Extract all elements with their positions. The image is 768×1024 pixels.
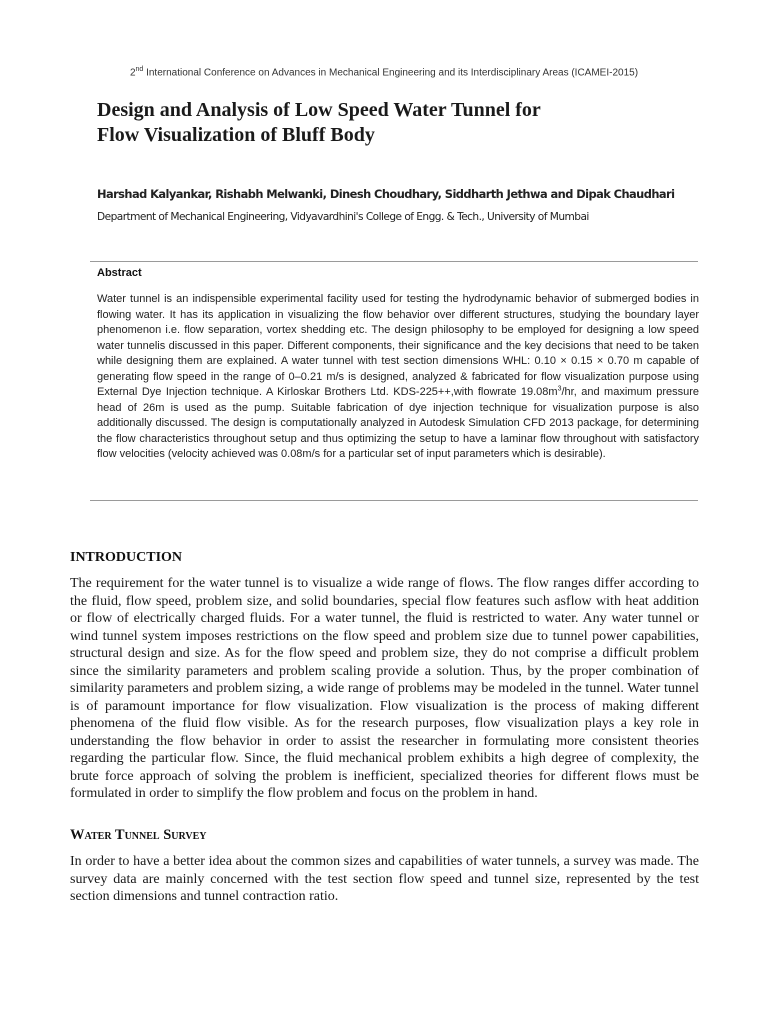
abstract-text-part-1: Water tunnel is an indispensible experimental facility used for testing the hydrodynamic behavior of submerged bodies in flowing water. It has its application in visualizing the flow behavior over different structures, studying the boundary layer phenomenon i.e. flow separation, vortex shedding etc. The design philosophy to be employed for designing a low speed water tunnelis discussed in this paper. Different components, their significance and the key decisions that need to be taken while designing them are explained. A water tunnel with test section dimensions WHL: 0.10 × 0.15 × 0.70 m capable of generating flow speed in the range of 0–0.21 m/s is designed, analyzed & fabricated for flow visualization purpose using External Dye Injection technique. A Kirloskar Brothers Ltd. KDS-225++,with flowrate 19.08m — [97, 293, 699, 398]
abstract-superscript: 3 — [557, 385, 562, 393]
paper-title-line-1: Design and Analysis of Low Speed Water Tunnel for — [97, 99, 541, 121]
conference-ordinal: 2 — [129, 67, 136, 79]
conference-ordinal-suffix: nd — [135, 66, 144, 73]
abstract-text-part-2: /hr, and maximum pressure head of 26m is used as the pump. Suitable fabrication of dye injection technique for visualization purpose is also additionally discussed. The design is computationally analyzed in Autodesk Simulation CFD 2013 package, for determining the flow characteristics throughout setup and thus optimizing the setup to have a laminar flow throughout with satisfactory flow velocities (velocity achieved was 0.08m/s for a particular set of input parameters which is desirable). — [97, 386, 700, 460]
paper-title — [97, 98, 697, 148]
abstract-text — [97, 292, 699, 463]
introduction-heading: INTRODUCTION — [70, 550, 183, 565]
abstract-heading: Abstract — [97, 267, 142, 279]
water-tunnel-survey-heading: Water Tunnel Survey — [70, 827, 207, 843]
water-tunnel-survey-paragraph: In order to have a better idea about the common sizes and capabilities of water tunnels, a survey was made. The survey data are mainly concerned with the test section flow speed and tunnel size, represented by the test section dimensions and tunnel contraction ratio. — [70, 854, 699, 904]
author-list: Harshad Kalyankar, Rishabh Melwanki, Dinesh Choudhary, Siddharth Jethwa and Dipak Chaudhari — [97, 187, 675, 201]
conference-header — [0, 66, 768, 78]
conference-name: International Conference on Advances in Mechanical Engineering and its Interdisciplinary Areas (ICAMEI-2015) — [143, 67, 639, 79]
introduction-paragraph: The requirement for the water tunnel is to visualize a wide range of flows. The flow ranges differ according to the fluid, flow speed, problem size, and solid boundaries, special flow features such asflow with heat addition or flow of electrically charged fluids. For a water tunnel, the fluid is restricted to water. Any water tunnel or wind tunnel system imposes restrictions on the flow speed and problem size due to tunnel power capabilities, structural design and size. As for the flow speed and problem size, they do not comprise a difficult problem since the similarity parameters and problem scaling provide a solution. Thus, by the proper combination of similarity parameters and problem sizing, a wide range of problems may be modeled in the tunnel. Water tunnel is of paramount importance for flow visualization. Flow visualization is the process of making different phenomena of the fluid flow visible. As for the research purposes, flow visualization plays a key role in understanding the flow behavior in order to assist the researcher in formulating more consistent theories regarding the particular flow. Since, the fluid mechanical problem exhibits a high degree of complexity, the brute force approach of solving the problem is inefficient, specialized theories for different flows must be formulated in order to simplify the flow problem and focus on the problem in hand. — [70, 576, 699, 801]
abstract-top-rule — [90, 261, 698, 262]
abstract-bottom-rule — [90, 500, 698, 501]
author-affiliation: Department of Mechanical Engineering, Vidyavardhini's College of Engg. & Tech., University of Mumbai — [97, 211, 589, 223]
paper-title-line-2: Flow Visualization of Bluff Body — [97, 124, 375, 146]
